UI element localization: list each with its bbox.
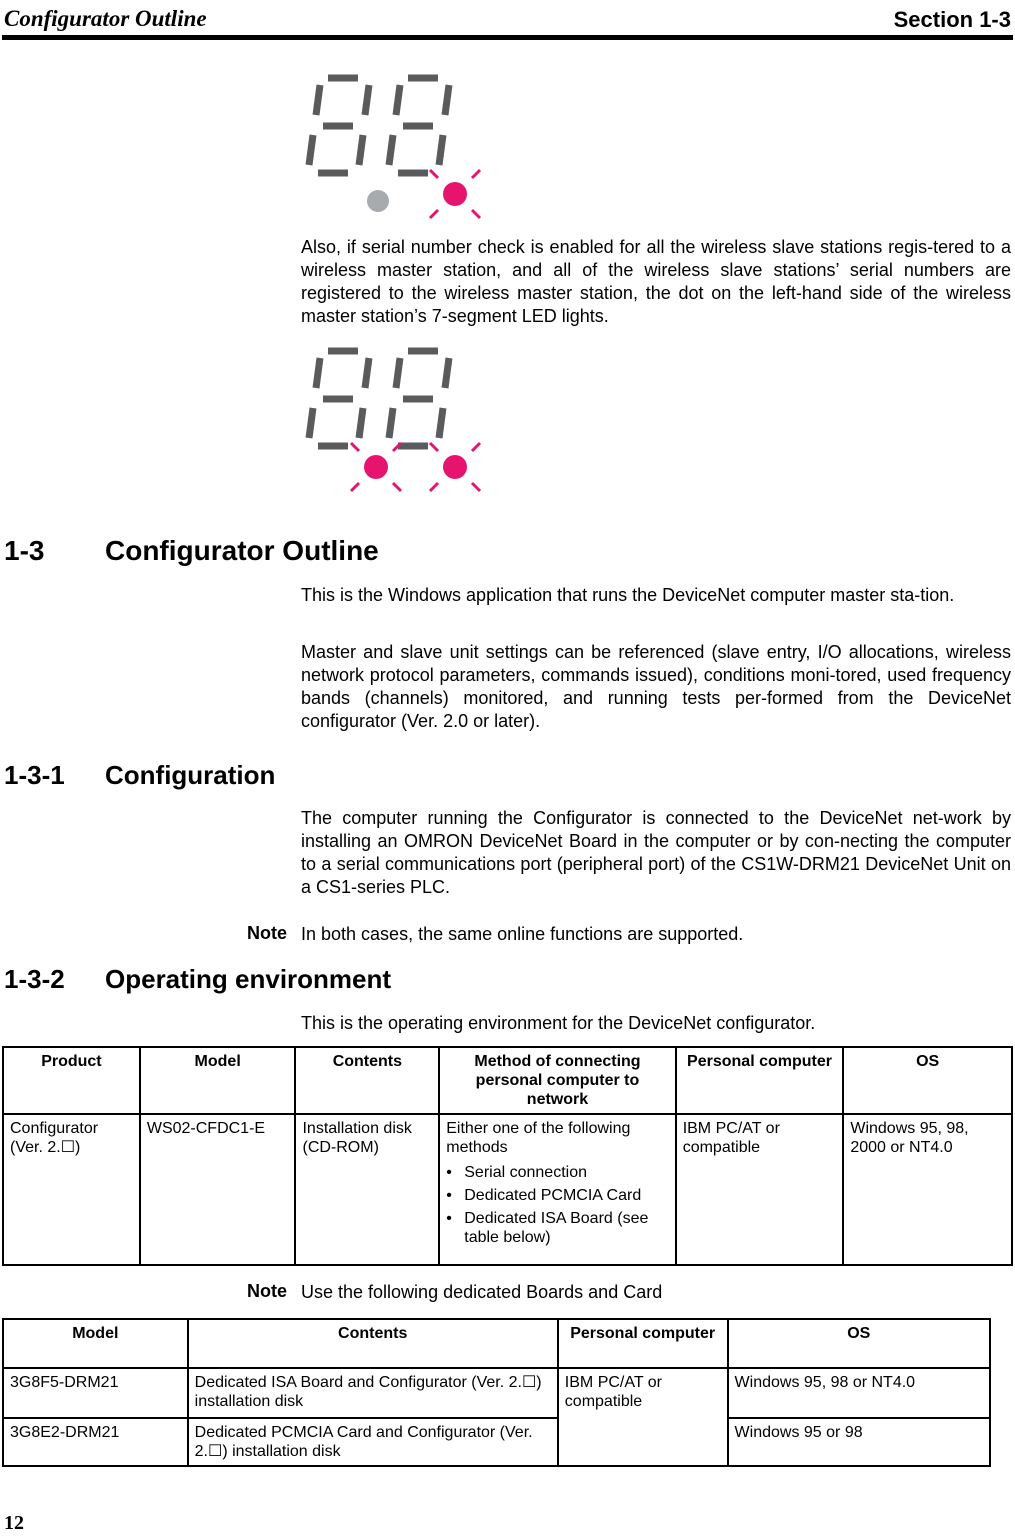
note-label: Note	[247, 1281, 287, 1301]
led-dot-left-lit	[351, 443, 401, 491]
page-number: 12	[4, 1512, 24, 1534]
cell-os: Windows 95, 98, 2000 or NT4.0	[843, 1114, 1012, 1265]
dedicated-boards-table	[2, 1318, 991, 1467]
section-1-3-para1: This is the Windows application that runs the DeviceNet computer master sta-tion.	[301, 585, 955, 605]
column-header: Personal computer	[558, 1319, 728, 1368]
section-title: Configurator Outline	[105, 535, 379, 566]
list-item: • Dedicated PCMCIA Card	[446, 1186, 668, 1205]
column-header: Model	[140, 1047, 296, 1114]
table-row	[3, 1114, 1012, 1265]
serial-check-paragraph: Also, if serial number check is enabled for all the wireless slave stations regis-tered to a wireless master station, and all of the wireless slave stations’ serial numbers are registered to the wireless master station, the dot on the left-hand side of the wireless master station’s 7-segment LED lights.	[301, 237, 1011, 326]
column-header: Method of connecting personal computer to network	[439, 1047, 675, 1114]
note-text: In both cases, the same online functions are supported.	[301, 924, 744, 944]
section-number: 1-3	[4, 535, 45, 566]
note-text: Use the following dedicated Boards and Card	[301, 1282, 663, 1302]
led-dot-right-lit	[430, 443, 480, 491]
section-number: 1-3-2	[4, 964, 65, 994]
column-header: Model	[3, 1319, 188, 1368]
cell-os: Windows 95, 98 or NT4.0	[728, 1368, 990, 1418]
header-rule	[2, 35, 1013, 40]
cell-model: 3G8E2-DRM21	[3, 1418, 188, 1466]
led-display-both-dots-lit	[290, 343, 500, 503]
led-display-right-dot-lit	[290, 70, 500, 230]
section-heading-1-3-1	[4, 760, 275, 791]
section-heading-1-3-2	[4, 964, 391, 995]
table-header-row	[3, 1319, 990, 1368]
cell-model: WS02-CFDC1-E	[140, 1114, 296, 1265]
cell-contents: Dedicated ISA Board and Configurator (Ver. 2.☐) installation disk	[188, 1368, 558, 1418]
column-header: OS	[728, 1319, 990, 1368]
cell-method	[439, 1114, 675, 1265]
cell-model: 3G8F5-DRM21	[3, 1368, 188, 1418]
column-header: Personal computer	[676, 1047, 844, 1114]
section-heading-1-3	[4, 535, 379, 567]
cell-computer: IBM PC/AT or compatible	[558, 1368, 728, 1466]
led-dot-right-lit	[430, 170, 480, 218]
table-row	[3, 1418, 990, 1466]
section-1-3-para2: Master and slave unit settings can be referenced (slave entry, I/O allocations, wireless network protocol parameters, commands issued), conditions moni-tored, used frequency bands (channels) monitored, and running tests per-formed from the DeviceNet configurator (Ver. 2.0 or later).	[301, 642, 1011, 731]
table-row	[3, 1368, 990, 1418]
column-header: Contents	[295, 1047, 439, 1114]
cell-product: Configurator (Ver. 2.☐)	[3, 1114, 140, 1265]
list-item: • Serial connection	[446, 1163, 668, 1182]
section-1-3-1-para: The computer running the Configurator is connected to the DeviceNet net-work by installing an OMRON DeviceNet Board in the computer or by con-necting the computer to a serial communications port (peripheral port) of the CS1W-DRM21 DeviceNet Unit on a CS1-series PLC.	[301, 808, 1011, 897]
led-dot-left-off	[367, 190, 389, 212]
table-header-row	[3, 1047, 1012, 1114]
note-label: Note	[247, 923, 287, 943]
list-item: • Dedicated ISA Board (see table below)	[446, 1209, 668, 1247]
operating-environment-table	[2, 1046, 1013, 1266]
section-1-3-2-para: This is the operating environment for the DeviceNet configurator.	[301, 1013, 816, 1033]
method-intro: Either one of the following methods	[446, 1120, 631, 1156]
running-header-title: Configurator Outline	[4, 6, 207, 31]
column-header: Contents	[188, 1319, 558, 1368]
cell-os: Windows 95 or 98	[728, 1418, 990, 1466]
cell-computer: IBM PC/AT or compatible	[676, 1114, 844, 1265]
column-header: Product	[3, 1047, 140, 1114]
cell-contents: Dedicated PCMCIA Card and Configurator (Ver. 2.☐) installation disk	[188, 1418, 558, 1466]
running-header-section: Section 1-3	[893, 7, 1011, 32]
column-header: OS	[843, 1047, 1012, 1114]
section-title: Configuration	[105, 760, 276, 790]
section-title: Operating environment	[105, 964, 392, 994]
method-list	[446, 1163, 668, 1247]
cell-contents: Installation disk (CD-ROM)	[295, 1114, 439, 1265]
section-number: 1-3-1	[4, 760, 65, 790]
